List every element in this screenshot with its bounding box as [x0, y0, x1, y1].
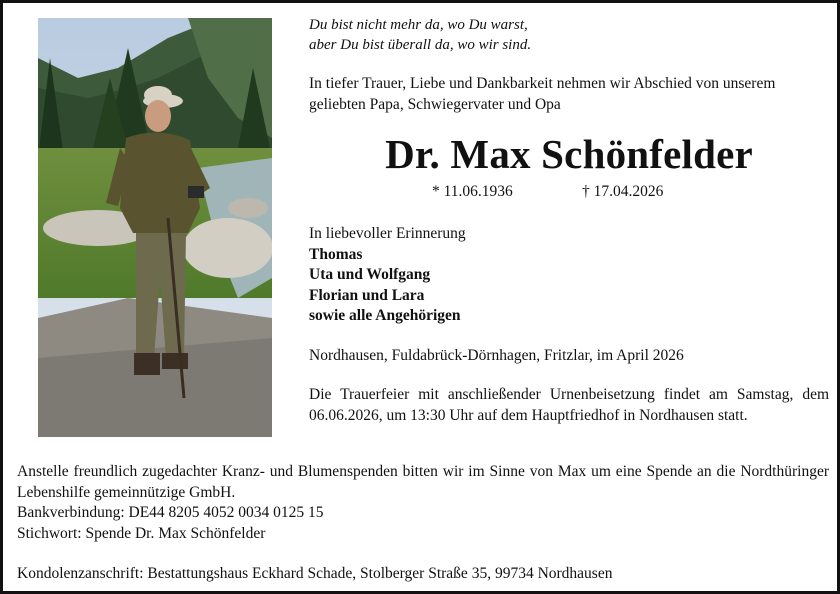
intro-line-1: In tiefer Trauer, Liebe und Dankbarkeit nehmen wir Abschied von unserem	[309, 75, 776, 92]
memory-heading: In liebevoller Erinnerung	[309, 225, 466, 242]
mourner-name: Uta und Wolfgang	[309, 266, 431, 283]
footer-text	[17, 462, 829, 585]
bank-details: Bankverbindung: DE44 8205 4052 0034 0125 15	[17, 504, 324, 521]
mourner-name: sowie alle Angehörigen	[309, 307, 461, 324]
place-and-date: Nordhausen, Fuldabrück-Dörnhagen, Fritzlar, im April 2026	[309, 346, 684, 364]
quote-line-1: Du bist nicht mehr da, wo Du warst,	[309, 17, 528, 33]
farewell-intro	[309, 74, 829, 115]
quote-line-2: aber Du bist überall da, wo wir sind.	[309, 37, 532, 53]
main-text-column	[309, 15, 829, 426]
funeral-details: Die Trauerfeier mit anschließender Urnenbeisetzung findet am Samstag, dem 06.06.2026, um 13:30 Uhr auf dem Hauptfriedhof in Nordhausen statt.	[309, 386, 829, 424]
portrait-photo	[38, 18, 272, 437]
condolence-address: Kondolenzanschrift: Bestattungshaus Eckhard Schade, Stolberger Straße 35, 99734 Nordhausen	[17, 565, 613, 582]
donation-request: Anstelle freundlich zugedachter Kranz- und Blumenspenden bitten wir im Sinne von Max um eine Spende an die Nordthüringer Lebenshilfe gemeinnützige GmbH.	[17, 463, 829, 501]
mourner-name: Thomas	[309, 245, 363, 263]
donation-keyword: Stichwort: Spende Dr. Max Schönfelder	[17, 524, 266, 542]
memorial-quote	[309, 15, 829, 55]
mourner-name: Florian und Lara	[309, 286, 425, 304]
deceased-name: Dr. Max Schönfelder	[385, 131, 753, 177]
birth-date: * 11.06.1936	[432, 183, 513, 200]
mourners-block	[309, 224, 829, 327]
death-date: † 17.04.2026	[582, 183, 664, 200]
intro-line-2: geliebten Papa, Schwiegervater und Opa	[309, 95, 561, 113]
life-dates	[309, 183, 829, 205]
